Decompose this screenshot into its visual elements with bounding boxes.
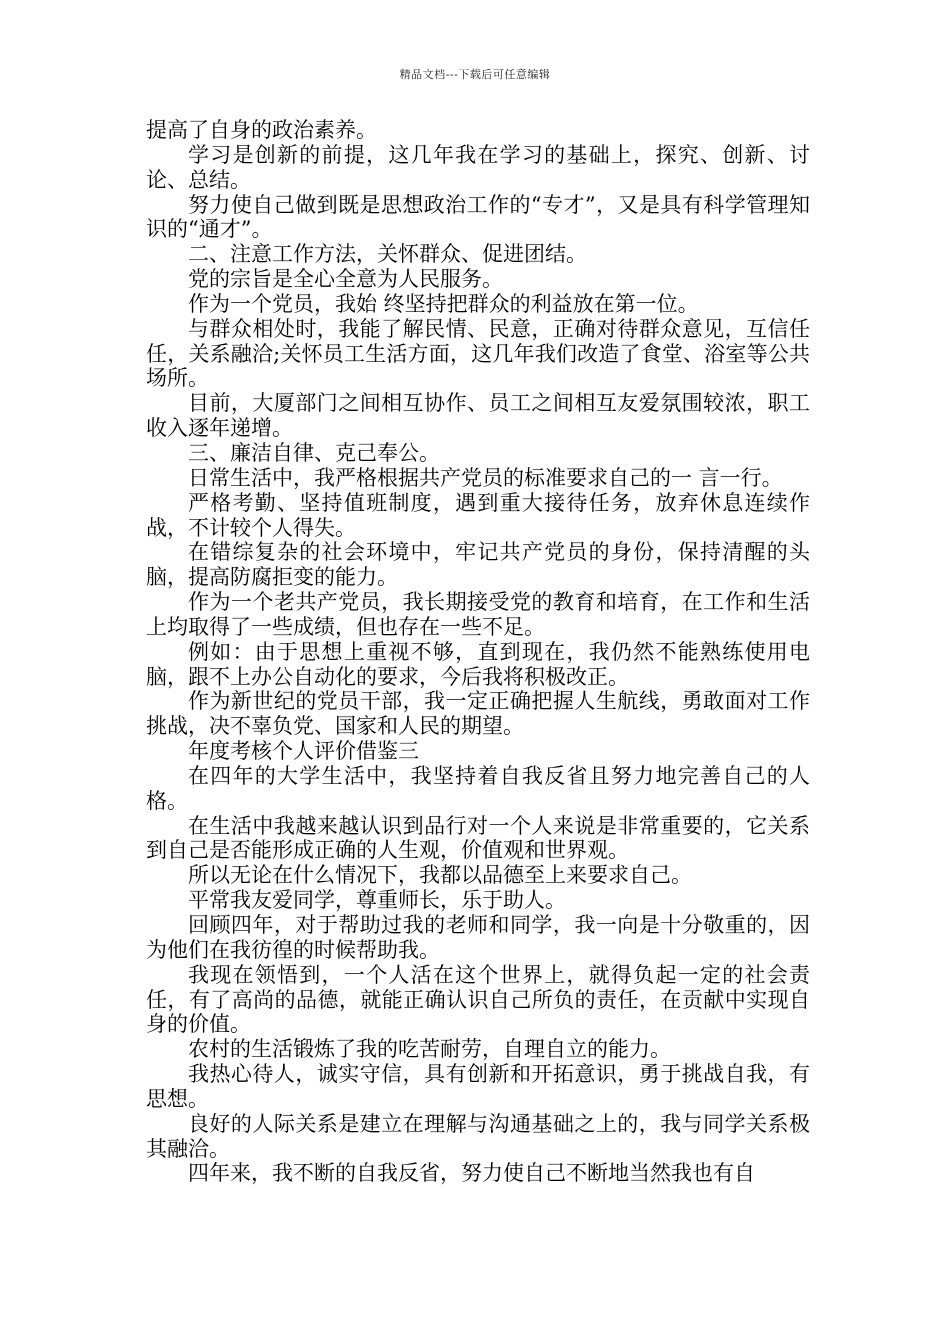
paragraph-18: 在生活中我越来越认识到品行对一个人来说是非常重要的，它关系到自己是否能形成正确的人生观，价值观和世界观。 (146, 813, 810, 863)
paragraph-8: 目前，大厦部门之间相互协作、员工之间相互友爱氛围较浓，职工收入逐年递增。 (146, 391, 810, 441)
paragraph-19: 所以无论在什么情况下，我都以品德至上来要求自己。 (188, 863, 692, 888)
paragraph-11: 严格考勤、坚持值班制度，遇到重大接待任务，放弃休息连续作战，不计较个人得失。 (146, 490, 810, 540)
paragraph-6: 作为一个党员，我始 终坚持把群众的利益放在第一位。 (188, 291, 699, 316)
paragraph-17: 在四年的大学生活中，我坚持着自我反省且努力地完善自己的人格。 (146, 763, 810, 813)
paragraph-20: 平常我友爱同学，尊重师长，乐于助人。 (188, 888, 566, 913)
section-title: 年度考核个人评价借鉴三 (188, 739, 419, 764)
paragraph-10: 日常生活中，我严格根据共产党员的标准要求自己的一 言一行。 (188, 465, 783, 490)
page-header: 精品文档---下载后可任意编辑 (399, 68, 551, 81)
section-heading-2: 二、注意工作方法，关怀群众、促进团结。 (188, 242, 587, 267)
paragraph-24: 我热心待人，诚实守信，具有创新和开拓意识，勇于挑战自我，有思想。 (146, 1062, 810, 1111)
paragraph-7: 与群众相处时，我能了解民情、民意，正确对待群众意见，互信任任，关系融洽;关怀员工生活方面，这几年我们改造了食堂、浴室等公共场所。 (146, 316, 810, 391)
paragraph-3: 努力使自己做到既是思想政治工作的“专才”，又是具有科学管理知识的“通才”。 (146, 192, 810, 242)
paragraph-23: 农村的生活锻炼了我的吃苦耐劳，自理自立的能力。 (188, 1037, 671, 1062)
paragraph-13: 作为一个老共产党员，我长期接受党的教育和培育，在工作和生活上均取得了一些成绩，但也存在一些不足。 (146, 590, 810, 639)
paragraph-15: 作为新世纪的党员干部，我一定正确把握人生航线，勇敢面对工作挑战，决不辜负党、国家和人民的期望。 (146, 689, 810, 739)
paragraph-25: 良好的人际关系是建立在理解与沟通基础之上的，我与同学关系极其融洽。 (146, 1111, 810, 1161)
paragraph-1: 提高了自身的政治素养。 (146, 118, 377, 142)
paragraph-26: 四年来，我不断的自我反省，努力使自己不断地当然我也有自 (188, 1161, 755, 1186)
paragraph-14: 例如：由于思想上重视不够，直到现在，我仍然不能熟练使用电脑，跟不上办公自动化的要求，今后我将积极改正。 (146, 639, 810, 689)
document-body (146, 118, 810, 1186)
paragraph-5: 党的宗旨是全心全意为人民服务。 (188, 267, 503, 292)
paragraph-12: 在错综复杂的社会环境中，牢记共产党员的身份，保持清醒的头脑，提高防腐拒变的能力。 (146, 540, 810, 590)
section-heading-3: 三、廉洁自律、克己奉公。 (188, 440, 440, 465)
paragraph-21: 回顾四年，对于帮助过我的老师和同学，我一向是十分敬重的，因为他们在我彷徨的时候帮助我。 (146, 913, 810, 962)
paragraph-22: 我现在领悟到，一个人活在这个世界上，就得负起一定的社会责任，有了高尚的品德，就能正确认识自己所负的责任，在贡献中实现自身的价值。 (146, 962, 810, 1037)
paragraph-2: 学习是创新的前提，这几年我在学习的基础上，探究、创新、讨论、总结。 (146, 142, 810, 192)
